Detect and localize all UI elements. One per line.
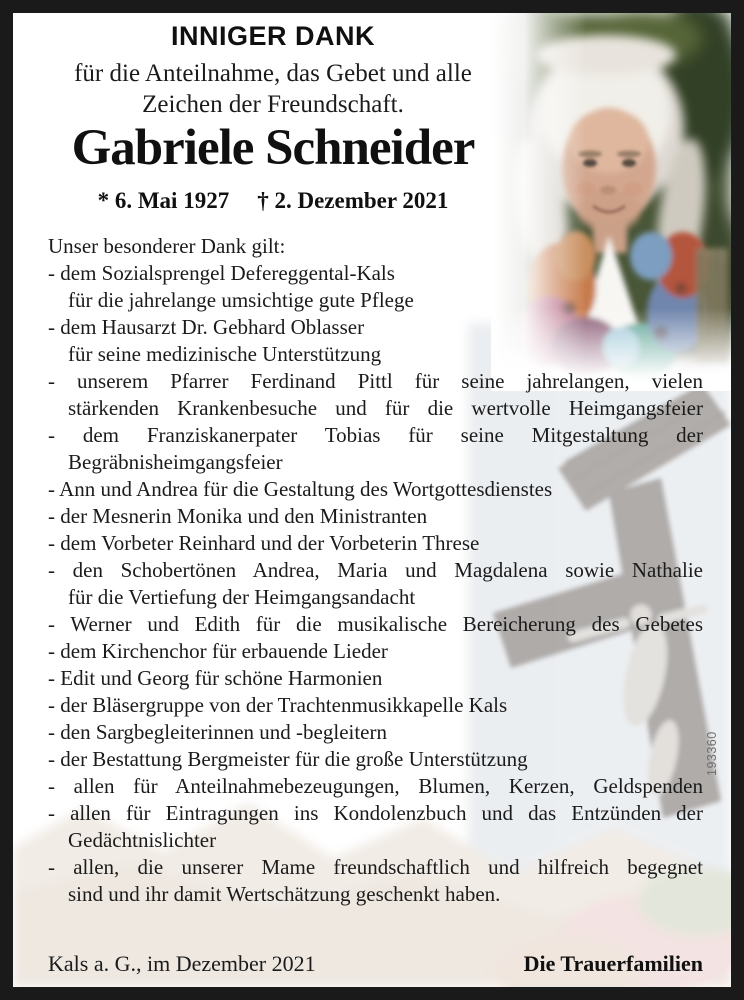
thanks-item-continuation: sind und ihr damit Wertschätzung geschenkt haben. [68, 882, 501, 906]
thanks-item: - den Schobertönen Andrea, Maria und Magdalena sowie Nathalie [48, 558, 703, 582]
death-date: † 2. Dezember 2021 [257, 188, 449, 213]
thanks-list [48, 260, 703, 908]
thanks-item: - Ann und Andrea für die Gestaltung des Wortgottesdienstes [48, 477, 553, 501]
thanks-item: - dem Sozialsprengel Defereggental-Kals [48, 261, 395, 285]
subtitle-line-2: Zeichen der Freundschaft. [142, 91, 404, 118]
thanks-item: - der Mesnerin Monika und den Ministranten [48, 504, 428, 528]
birth-date: * 6. Mai 1927 [97, 188, 230, 213]
heading-inniger-dank: INNIGER DANK [170, 21, 375, 51]
thanks-item: - dem Vorbeter Reinhard und der Vorbeterin Threse [48, 531, 480, 555]
thanks-item: - den Sargbegleiterinnen und -begleitern [48, 720, 387, 744]
thanks-item: - dem Hausarzt Dr. Gebhard Oblasser [48, 315, 365, 339]
thanks-intro: Unser besonderer Dank gilt: [48, 234, 286, 258]
life-dates [13, 188, 533, 214]
thanks-item: - der Bestattung Bergmeister für die große Unterstützung [48, 747, 528, 771]
thanks-item-continuation: für seine medizinische Unterstützung [68, 342, 382, 366]
thanks-item-continuation: für die jahrelange umsichtige gute Pflege [68, 288, 414, 312]
subtitle [13, 58, 533, 120]
thanks-item-continuation: für die Vertiefung der Heimgangsandacht [68, 585, 416, 609]
thanks-item: - dem Franziskanerpater Tobias für seine Mitgestaltung der [48, 423, 703, 447]
thanks-item: - allen für Eintragungen ins Kondolenzbuch und das Entzünden der [48, 801, 703, 825]
thanks-item: - allen für Anteilnahmebezeugungen, Blumen, Kerzen, Geldspenden [48, 774, 703, 798]
thanks-item-continuation: Begräbnisheimgangsfeier [68, 450, 283, 474]
signature-trauerfamilien: Die Trauerfamilien [523, 951, 703, 976]
obituary-card [13, 13, 731, 987]
footer [48, 951, 703, 977]
thanks-item: - unserem Pfarrer Ferdinand Pittl für seine jahrelangen, vielen [48, 369, 703, 393]
thanks-item-continuation: stärkenden Krankenbesuche und für die wertvolle Heimgangsfeier [68, 396, 703, 420]
deceased-name: Gabriele Schneider [71, 120, 475, 176]
thanks-item: - Werner und Edith für die musikalische Bereicherung des Gebetes [48, 612, 703, 636]
thanks-item: - der Bläsergruppe von der Trachtenmusikkapelle Kals [48, 693, 508, 717]
reference-number: 193360 [705, 731, 719, 776]
subtitle-line-1: für die Anteilnahme, das Gebet und alle [74, 60, 472, 87]
thanks-item-continuation: Gedächtnislichter [68, 828, 217, 852]
thanks-item: - allen, die unserer Mame freundschaftlich und hilfreich begegnet [48, 855, 703, 879]
thanks-item: - Edit und Georg für schöne Harmonien [48, 666, 383, 690]
thanks-item: - dem Kirchenchor für erbauende Lieder [48, 639, 388, 663]
thanks-section [48, 233, 703, 908]
place-and-date: Kals a. G., im Dezember 2021 [48, 951, 316, 976]
